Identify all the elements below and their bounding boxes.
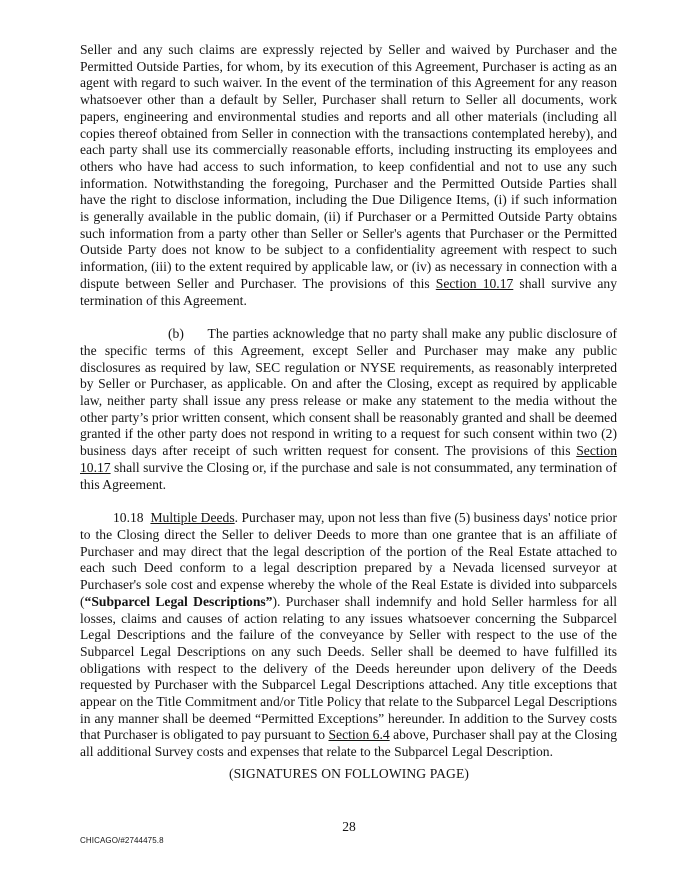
defined-term: “Subparcel Legal Descriptions” bbox=[84, 593, 273, 609]
page-number: 28 bbox=[342, 819, 356, 834]
paragraph-confidentiality-continued bbox=[80, 42, 617, 309]
signatures-notice: (SIGNATURES ON FOLLOWING PAGE) bbox=[228, 766, 469, 781]
paragraph-public-disclosure bbox=[80, 326, 617, 493]
paragraph-text: above, Purchaser shall pay at the Closing all additional Survey costs and expenses that relate to the Subparcel Legal Description. bbox=[80, 727, 617, 760]
paragraph-text: Seller and any such claims are expressly rejected by Seller and waived by Purchaser and the Permitted Outside Parties, for whom, by its execution of this Agreement, Purchaser is acting as an agent with regard to such waiver. In the event of the termination of this Agreement for any reason whatsoever other than a default by Seller, Purchaser shall return to Seller all documents, work papers, engineering and environmental studies and reports and all other materials (including all copies thereof obtained from Seller in connection with the transactions contemplated hereby), and each party shall use its commercially reasonable efforts, including instructing its employees and others who have had access to such information, to keep confidential and not to use any such information. Notwithstanding the foregoing, Purchaser and the Permitted Outside Parties shall have the right to disclose information, including the Due Diligence Items, (i) if such information is generally available in the public domain, (ii) if Purchaser or a Permitted Outside Party obtains such information from a party other than Seller or Seller's agents that Purchaser or the Permitted Outside Party does not know to be subject to a confidentiality agreement with respect to such information, (iii) to the extent required by applicable law, or (iv) as necessary in connection with a dispute between Seller and Purchaser. The provisions of this bbox=[80, 42, 617, 291]
paragraph-text: The parties acknowledge that no party shall make any public disclosure of the specific terms of this Agreement, except Seller and Purchaser may make any public disclosures as required by law, SEC regulation or NYSE requirements, as reasonably interpreted by Seller or Purchaser, as applicable. On and after the Closing, except as required by applicable law, neither party shall issue any press release or make any statement to the media without the other party’s prior written consent, which consent shall be reasonably granted and shall be deemed granted if the other party does not respond in writing to a request for such consent within two (2) business days after receipt of such written request for consent. The provisions of this bbox=[80, 326, 618, 459]
document-body bbox=[80, 42, 617, 761]
section-10-18-multiple-deeds bbox=[80, 510, 617, 761]
section-reference: Section 6.4 bbox=[328, 727, 390, 743]
paragraph-text: ). Purchaser shall indemnify and hold Seller harmless for all losses, claims and causes of action relating to any issues whatsoever concerning the Subparcel Legal Descriptions and the failure of the conveyance by Seller with respect to the use of the Subparcel Legal Descriptions on any such Deeds. Seller shall be deemed to have fulfilled its obligations with respect to the delivery of the Deeds hereunder upon delivery of the Deeds requested by Purchaser with the Subparcel Legal Descriptions attached. Any title exceptions that appear on the Title Commitment and/or Title Policy that relate to the Subparcel Legal Descriptions in any manner shall be deemed “Permitted Exceptions” hereunder. In addition to the Survey costs that Purchaser is obligated to pay pursuant to bbox=[80, 593, 618, 743]
paragraph-text: shall survive any termination of this Agreement. bbox=[80, 275, 618, 308]
section-reference: Section 10.17 bbox=[435, 275, 514, 291]
subsection-label: (b) bbox=[168, 326, 184, 342]
paragraph-text: . Purchaser may, upon not less than five (5) business days' notice prior to the Closing direct the Seller to deliver Deeds to more than one grantee that is an affiliate of Purchaser and may direct that the legal description of the portion of the Real Estate attached to each such Deed conform to a legal description prepared by a Nevada licensed surveyor at Purchaser's sole cost and expense whereby the whole of the Real Estate is divided into subparcels ( bbox=[80, 510, 617, 609]
section-number: 10.18 bbox=[113, 510, 144, 526]
section-heading: Multiple Deeds bbox=[150, 510, 235, 526]
section-reference: Section 10.17 bbox=[80, 443, 617, 475]
paragraph-text: shall survive the Closing or, if the purchase and sale is not consummated, any termination of this Agreement. bbox=[80, 459, 617, 492]
document-id: CHICAGO/#2744475.8 bbox=[80, 836, 164, 845]
